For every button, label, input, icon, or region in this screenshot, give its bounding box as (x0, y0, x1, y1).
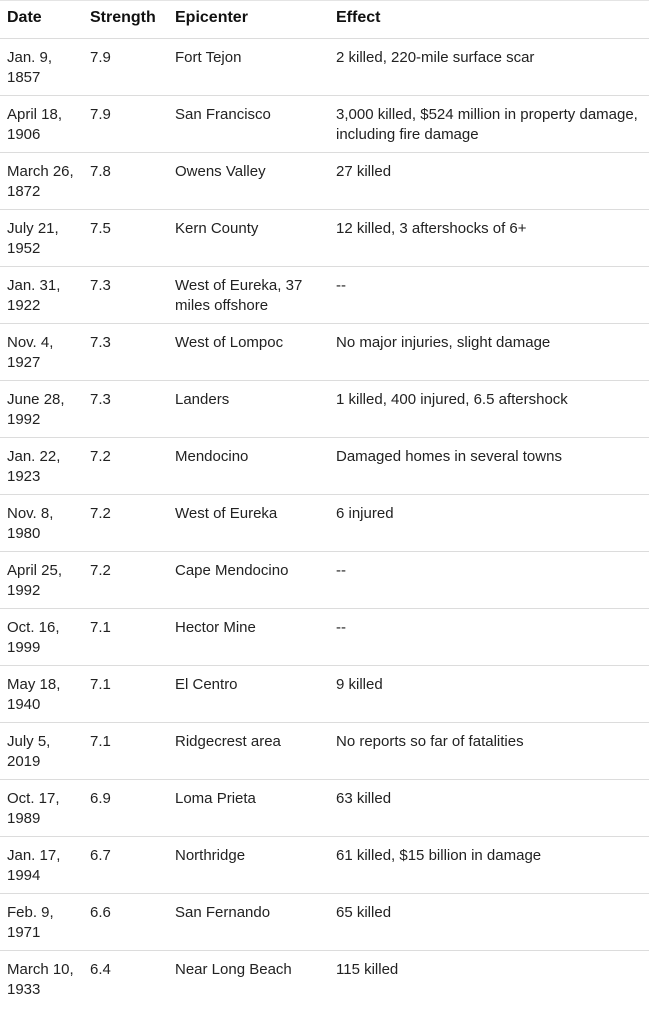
cell-strength: 7.2 (90, 505, 111, 522)
table-row (0, 552, 649, 609)
cell-strength: 6.4 (90, 961, 111, 978)
cell-strength: 7.3 (90, 334, 111, 351)
cell-effect: 27 killed (336, 163, 392, 180)
cell-strength: 7.1 (90, 733, 111, 750)
table-row (0, 723, 649, 780)
cell-epicenter: West of Eureka (175, 505, 278, 522)
cell-epicenter: Near Long Beach (175, 961, 292, 978)
cell-strength: 6.6 (90, 904, 111, 921)
cell-strength: 7.2 (90, 562, 111, 579)
cell-effect: No reports so far of fatalities (336, 733, 524, 750)
table-body (0, 39, 649, 1008)
cell-effect: -- (336, 619, 346, 636)
cell-epicenter: Mendocino (175, 448, 249, 465)
table-header (0, 1, 649, 39)
cell-strength: 7.8 (90, 163, 111, 180)
cell-date: March 10, 1933 (7, 961, 74, 998)
cell-effect: 6 injured (336, 505, 394, 522)
header-effect: Effect (329, 1, 649, 39)
cell-effect: 65 killed (336, 904, 392, 921)
cell-epicenter: Fort Tejon (175, 49, 242, 66)
cell-strength: 7.1 (90, 619, 111, 636)
header-date: Date (0, 1, 83, 39)
table-row (0, 666, 649, 723)
cell-epicenter: Landers (175, 391, 230, 408)
cell-epicenter: Kern County (175, 220, 259, 237)
cell-effect: Damaged homes in several towns (336, 448, 562, 465)
cell-strength: 7.3 (90, 277, 111, 294)
table-row (0, 96, 649, 153)
cell-date: July 21, 1952 (7, 220, 59, 257)
cell-effect: 2 killed, 220-mile surface scar (336, 49, 535, 66)
table-row (0, 153, 649, 210)
cell-epicenter: West of Eureka, 37 miles offshore (175, 277, 303, 314)
cell-date: Jan. 17, 1994 (7, 847, 61, 884)
cell-effect: 63 killed (336, 790, 392, 807)
cell-effect: 61 killed, $15 billion in damage (336, 847, 542, 864)
cell-epicenter: San Francisco (175, 106, 271, 123)
cell-effect: No major injuries, slight damage (336, 334, 551, 351)
cell-strength: 7.9 (90, 49, 111, 66)
cell-date: Jan. 22, 1923 (7, 448, 61, 485)
cell-epicenter: Hector Mine (175, 619, 256, 636)
cell-effect: 3,000 killed, $524 million in property damage, including fire damage (336, 106, 638, 143)
cell-date: May 18, 1940 (7, 676, 61, 713)
cell-epicenter: San Fernando (175, 904, 271, 921)
table-row (0, 438, 649, 495)
cell-effect: 9 killed (336, 676, 383, 693)
cell-strength: 6.7 (90, 847, 111, 864)
cell-date: April 25, 1992 (7, 562, 63, 599)
table-row (0, 837, 649, 894)
table-row (0, 210, 649, 267)
cell-date: March 26, 1872 (7, 163, 74, 200)
cell-effect: -- (336, 277, 346, 294)
cell-date: June 28, 1992 (7, 391, 65, 428)
cell-strength: 7.1 (90, 676, 111, 693)
table-row (0, 39, 649, 96)
table-row (0, 495, 649, 552)
cell-strength: 7.2 (90, 448, 111, 465)
cell-epicenter: West of Lompoc (175, 334, 284, 351)
table-row (0, 381, 649, 438)
table-row (0, 894, 649, 951)
cell-date: Oct. 16, 1999 (7, 619, 60, 656)
table-row (0, 951, 649, 1008)
cell-strength: 7.3 (90, 391, 111, 408)
cell-strength: 7.9 (90, 106, 111, 123)
table-row (0, 780, 649, 837)
cell-date: Jan. 31, 1922 (7, 277, 61, 314)
cell-strength: 7.5 (90, 220, 111, 237)
cell-epicenter: Northridge (175, 847, 246, 864)
cell-date: Oct. 17, 1989 (7, 790, 60, 827)
cell-date: Nov. 4, 1927 (7, 334, 54, 371)
cell-epicenter: Cape Mendocino (175, 562, 289, 579)
header-row (0, 1, 649, 39)
cell-effect: 1 killed, 400 injured, 6.5 aftershock (336, 391, 568, 408)
cell-epicenter: El Centro (175, 676, 238, 693)
cell-effect: 115 killed (336, 961, 399, 978)
header-strength: Strength (83, 1, 168, 39)
cell-date: Feb. 9, 1971 (7, 904, 54, 941)
table-row (0, 609, 649, 666)
cell-epicenter: Loma Prieta (175, 790, 256, 807)
cell-effect: 12 killed, 3 aftershocks of 6+ (336, 220, 527, 237)
cell-epicenter: Ridgecrest area (175, 733, 281, 750)
cell-date: Jan. 9, 1857 (7, 49, 53, 86)
table-row (0, 267, 649, 324)
cell-date: Nov. 8, 1980 (7, 505, 54, 542)
cell-strength: 6.9 (90, 790, 111, 807)
cell-date: April 18, 1906 (7, 106, 63, 143)
cell-date: July 5, 2019 (7, 733, 51, 770)
cell-epicenter: Owens Valley (175, 163, 266, 180)
cell-effect: -- (336, 562, 346, 579)
header-epicenter: Epicenter (168, 1, 329, 39)
table-row (0, 324, 649, 381)
